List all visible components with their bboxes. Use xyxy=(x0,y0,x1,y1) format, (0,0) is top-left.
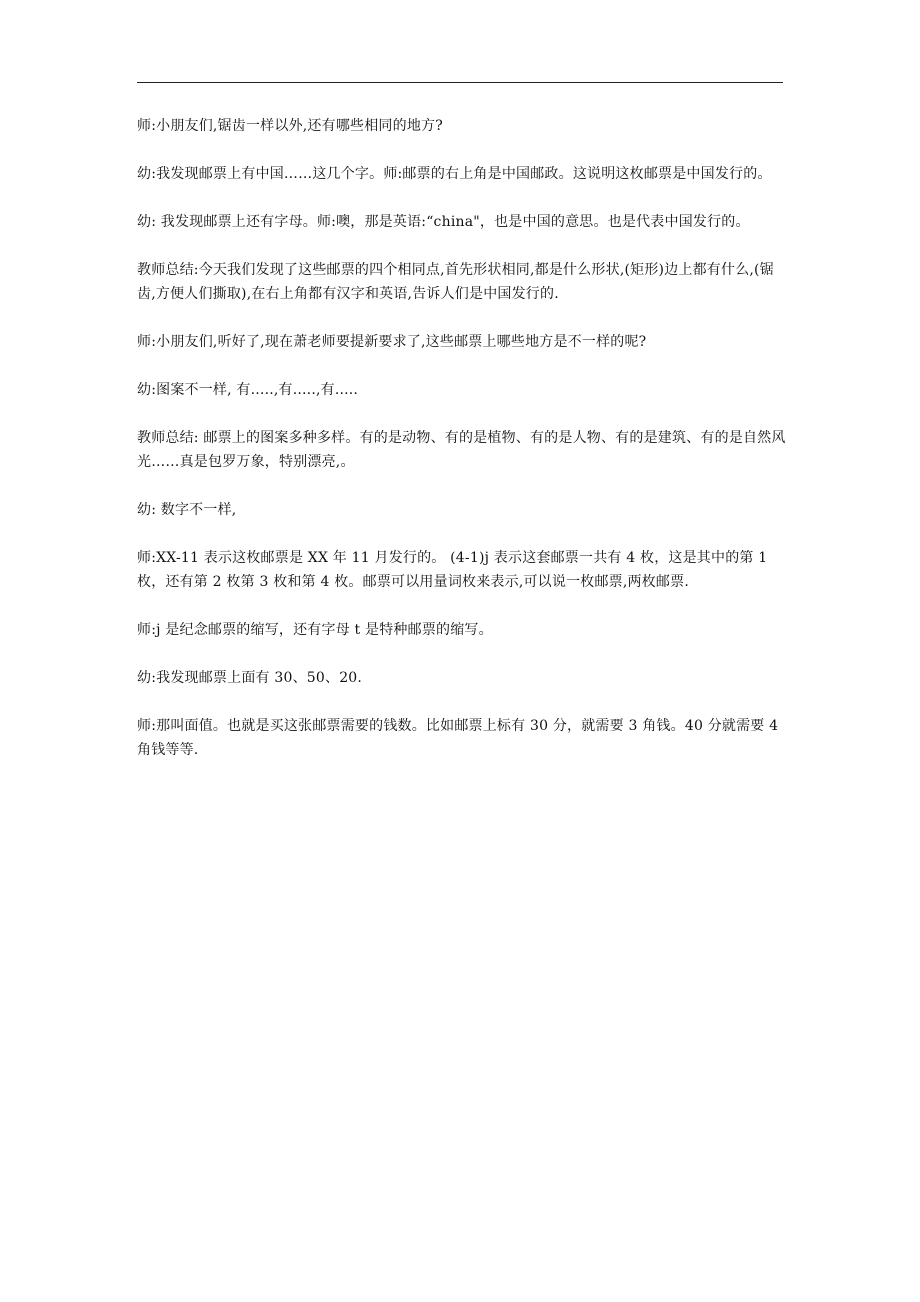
paragraph: 幼: 我发现邮票上还有字母。师:噢，那是英语:“china"，也是中国的意思。也是代表中国发行的。 xyxy=(137,214,750,230)
paragraph: 幼:我发现邮票上面有 30、50、20. xyxy=(137,670,363,686)
paragraph: 教师总结:今天我们发现了这些邮票的四个相同点,首先形状相同,都是什么形状,(矩形)边上都有什么,(锯齿,方便人们撕取),在右上角都有汉字和英语,告诉人们是中国发行的. xyxy=(137,262,774,302)
paragraph: 师:那叫面值。也就是买这张邮票需要的钱数。比如邮票上标有 30 分，就需要 3 角钱。40 分就需要 4 角钱等等. xyxy=(137,718,779,758)
paragraph: 幼: 数字不一样, xyxy=(137,502,237,518)
paragraph: 师:j 是纪念邮票的缩写，还有字母 t 是特种邮票的缩写。 xyxy=(137,622,493,638)
paragraph: 幼:图案不一样, 有.....,有.....,有..... xyxy=(137,382,359,398)
paragraph: 师:小朋友们,听好了,现在萧老师要提新要求了,这些邮票上哪些地方是不一样的呢? xyxy=(137,334,647,350)
paragraph: 幼:我发现邮票上有中国……这几个字。师:邮票的右上角是中国邮政。这说明这枚邮票是中国发行的。 xyxy=(137,166,772,182)
document-body xyxy=(137,114,787,786)
paragraph: 师:XX-11 表示这枚邮票是 XX 年 11 月发行的。 (4-1)j 表示这套邮票一共有 4 枚，这是其中的第 1 枚，还有第 2 枚第 3 枚和第 4 枚。邮票可以用量词枚来表示,可以说一枚邮票,两枚邮票. xyxy=(137,550,768,590)
paragraph: 教师总结: 邮票上的图案多种多样。有的是动物、有的是植物、有的是人物、有的是建筑、有的是自然风光……真是包罗万象，特别漂亮,。 xyxy=(137,430,786,470)
header-rule xyxy=(137,82,783,83)
paragraph: 师:小朋友们,锯齿一样以外,还有哪些相同的地方? xyxy=(137,118,443,134)
